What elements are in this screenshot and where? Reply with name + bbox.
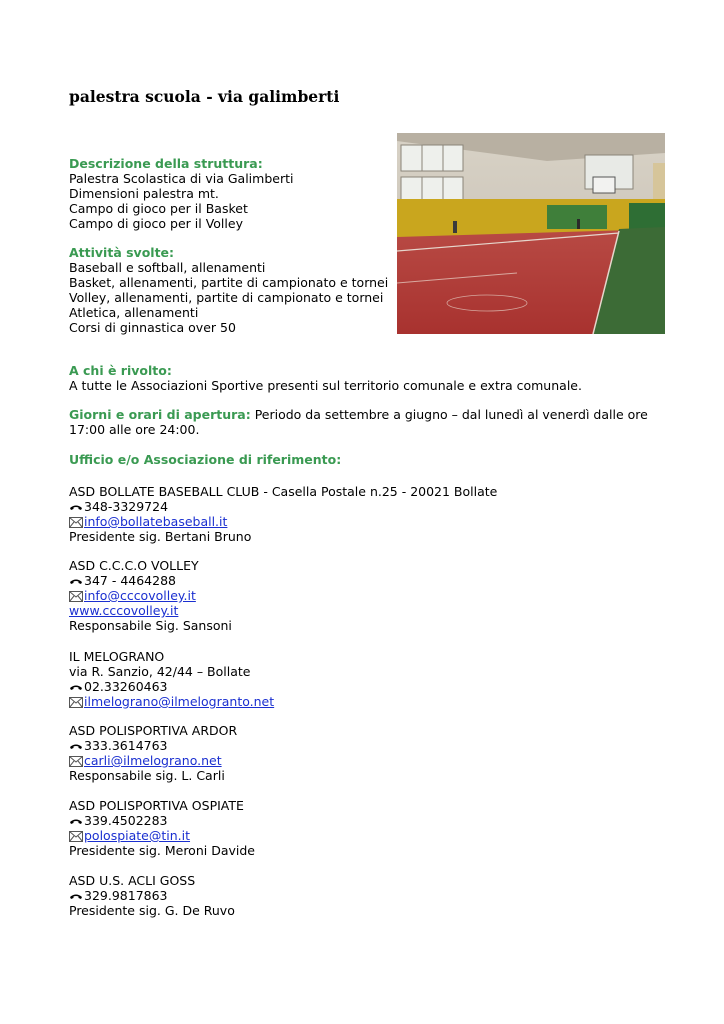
email-link[interactable]: ilmelograno@ilmelogranto.net [84,694,275,709]
page-title: palestra scuola - via galimberti [69,87,340,106]
assoc-person: Presidente sig. Meroni Davide [69,843,255,858]
assoc-email [69,588,196,603]
assoc-person: Presidente sig. G. De Ruvo [69,903,235,918]
orari-text: Periodo da settembre a giugno – dal lunedì al venerdì dalle ore [250,407,648,422]
gym-photo [397,133,665,334]
phone-icon [69,577,83,587]
descrizione-line: Campo di gioco per il Volley [69,216,243,231]
attivita-line: Corsi di ginnastica over 50 [69,320,236,335]
envelope-icon [69,756,83,767]
assoc-person: Responsabile Sig. Sansoni [69,618,232,633]
ufficio-heading: Ufficio e/o Associazione di riferimento: [69,452,342,467]
assoc-person: Presidente sig. Bertani Bruno [69,529,252,544]
descrizione-heading: Descrizione della struttura: [69,156,263,171]
assoc-name: ASD C.C.C.O VOLLEY [69,558,199,573]
orari-heading: Giorni e orari di apertura: [69,407,251,422]
assoc-name: ASD U.S. ACLI GOSS [69,873,196,888]
assoc-phone: 02.33260463 [69,679,168,694]
attivita-line: Volley, allenamenti, partite di campionato e tornei [69,290,384,305]
attivita-line: Baseball e softball, allenamenti [69,260,266,275]
envelope-icon [69,517,83,528]
assoc-email [69,514,227,529]
assoc-address: via R. Sanzio, 42/44 – Bollate [69,664,251,679]
assoc-name: ASD BOLLATE BASEBALL CLUB - Casella Postale n.25 - 20021 Bollate [69,484,498,499]
assoc-phone: 329.9817863 [69,888,168,903]
web-link[interactable]: www.cccovolley.it [69,603,179,618]
rivolto-heading: A chi è rivolto: [69,363,172,378]
attivita-heading: Attività svolte: [69,245,175,260]
phone-icon [69,892,83,902]
descrizione-line: Dimensioni palestra mt. [69,186,219,201]
phone-icon [69,683,83,693]
assoc-phone: 339.4502283 [69,813,168,828]
descrizione-line: Palestra Scolastica di via Galimberti [69,171,294,186]
assoc-phone: 333.3614763 [69,738,168,753]
assoc-phone: 347 - 4464288 [69,573,176,588]
rivolto-text: A tutte le Associazioni Sportive presenti sul territorio comunale e extra comunale. [69,378,582,393]
attivita-line: Atletica, allenamenti [69,305,199,320]
phone-icon [69,742,83,752]
attivita-line: Basket, allenamenti, partite di campionato e tornei [69,275,389,290]
envelope-icon [69,591,83,602]
phone-icon [69,503,83,513]
email-link[interactable]: polospiate@tin.it [84,828,191,843]
assoc-email [69,753,222,768]
orari-line [69,407,648,422]
phone-icon [69,817,83,827]
orari-text-2: 17:00 alle ore 24:00. [69,422,200,437]
email-link[interactable]: carli@ilmelograno.net [84,753,222,768]
email-link[interactable]: info@bollatebaseball.it [84,514,228,529]
assoc-person: Responsabile sig. L. Carli [69,768,225,783]
assoc-email [69,828,190,843]
assoc-name: ASD POLISPORTIVA OSPIATE [69,798,244,813]
descrizione-line: Campo di gioco per il Basket [69,201,248,216]
assoc-phone: 348-3329724 [69,499,168,514]
assoc-name: IL MELOGRANO [69,649,165,664]
email-link[interactable]: info@cccovolley.it [84,588,196,603]
web-link-row [69,603,178,618]
envelope-icon [69,697,83,708]
envelope-icon [69,831,83,842]
assoc-name: ASD POLISPORTIVA ARDOR [69,723,238,738]
assoc-email [69,694,274,709]
